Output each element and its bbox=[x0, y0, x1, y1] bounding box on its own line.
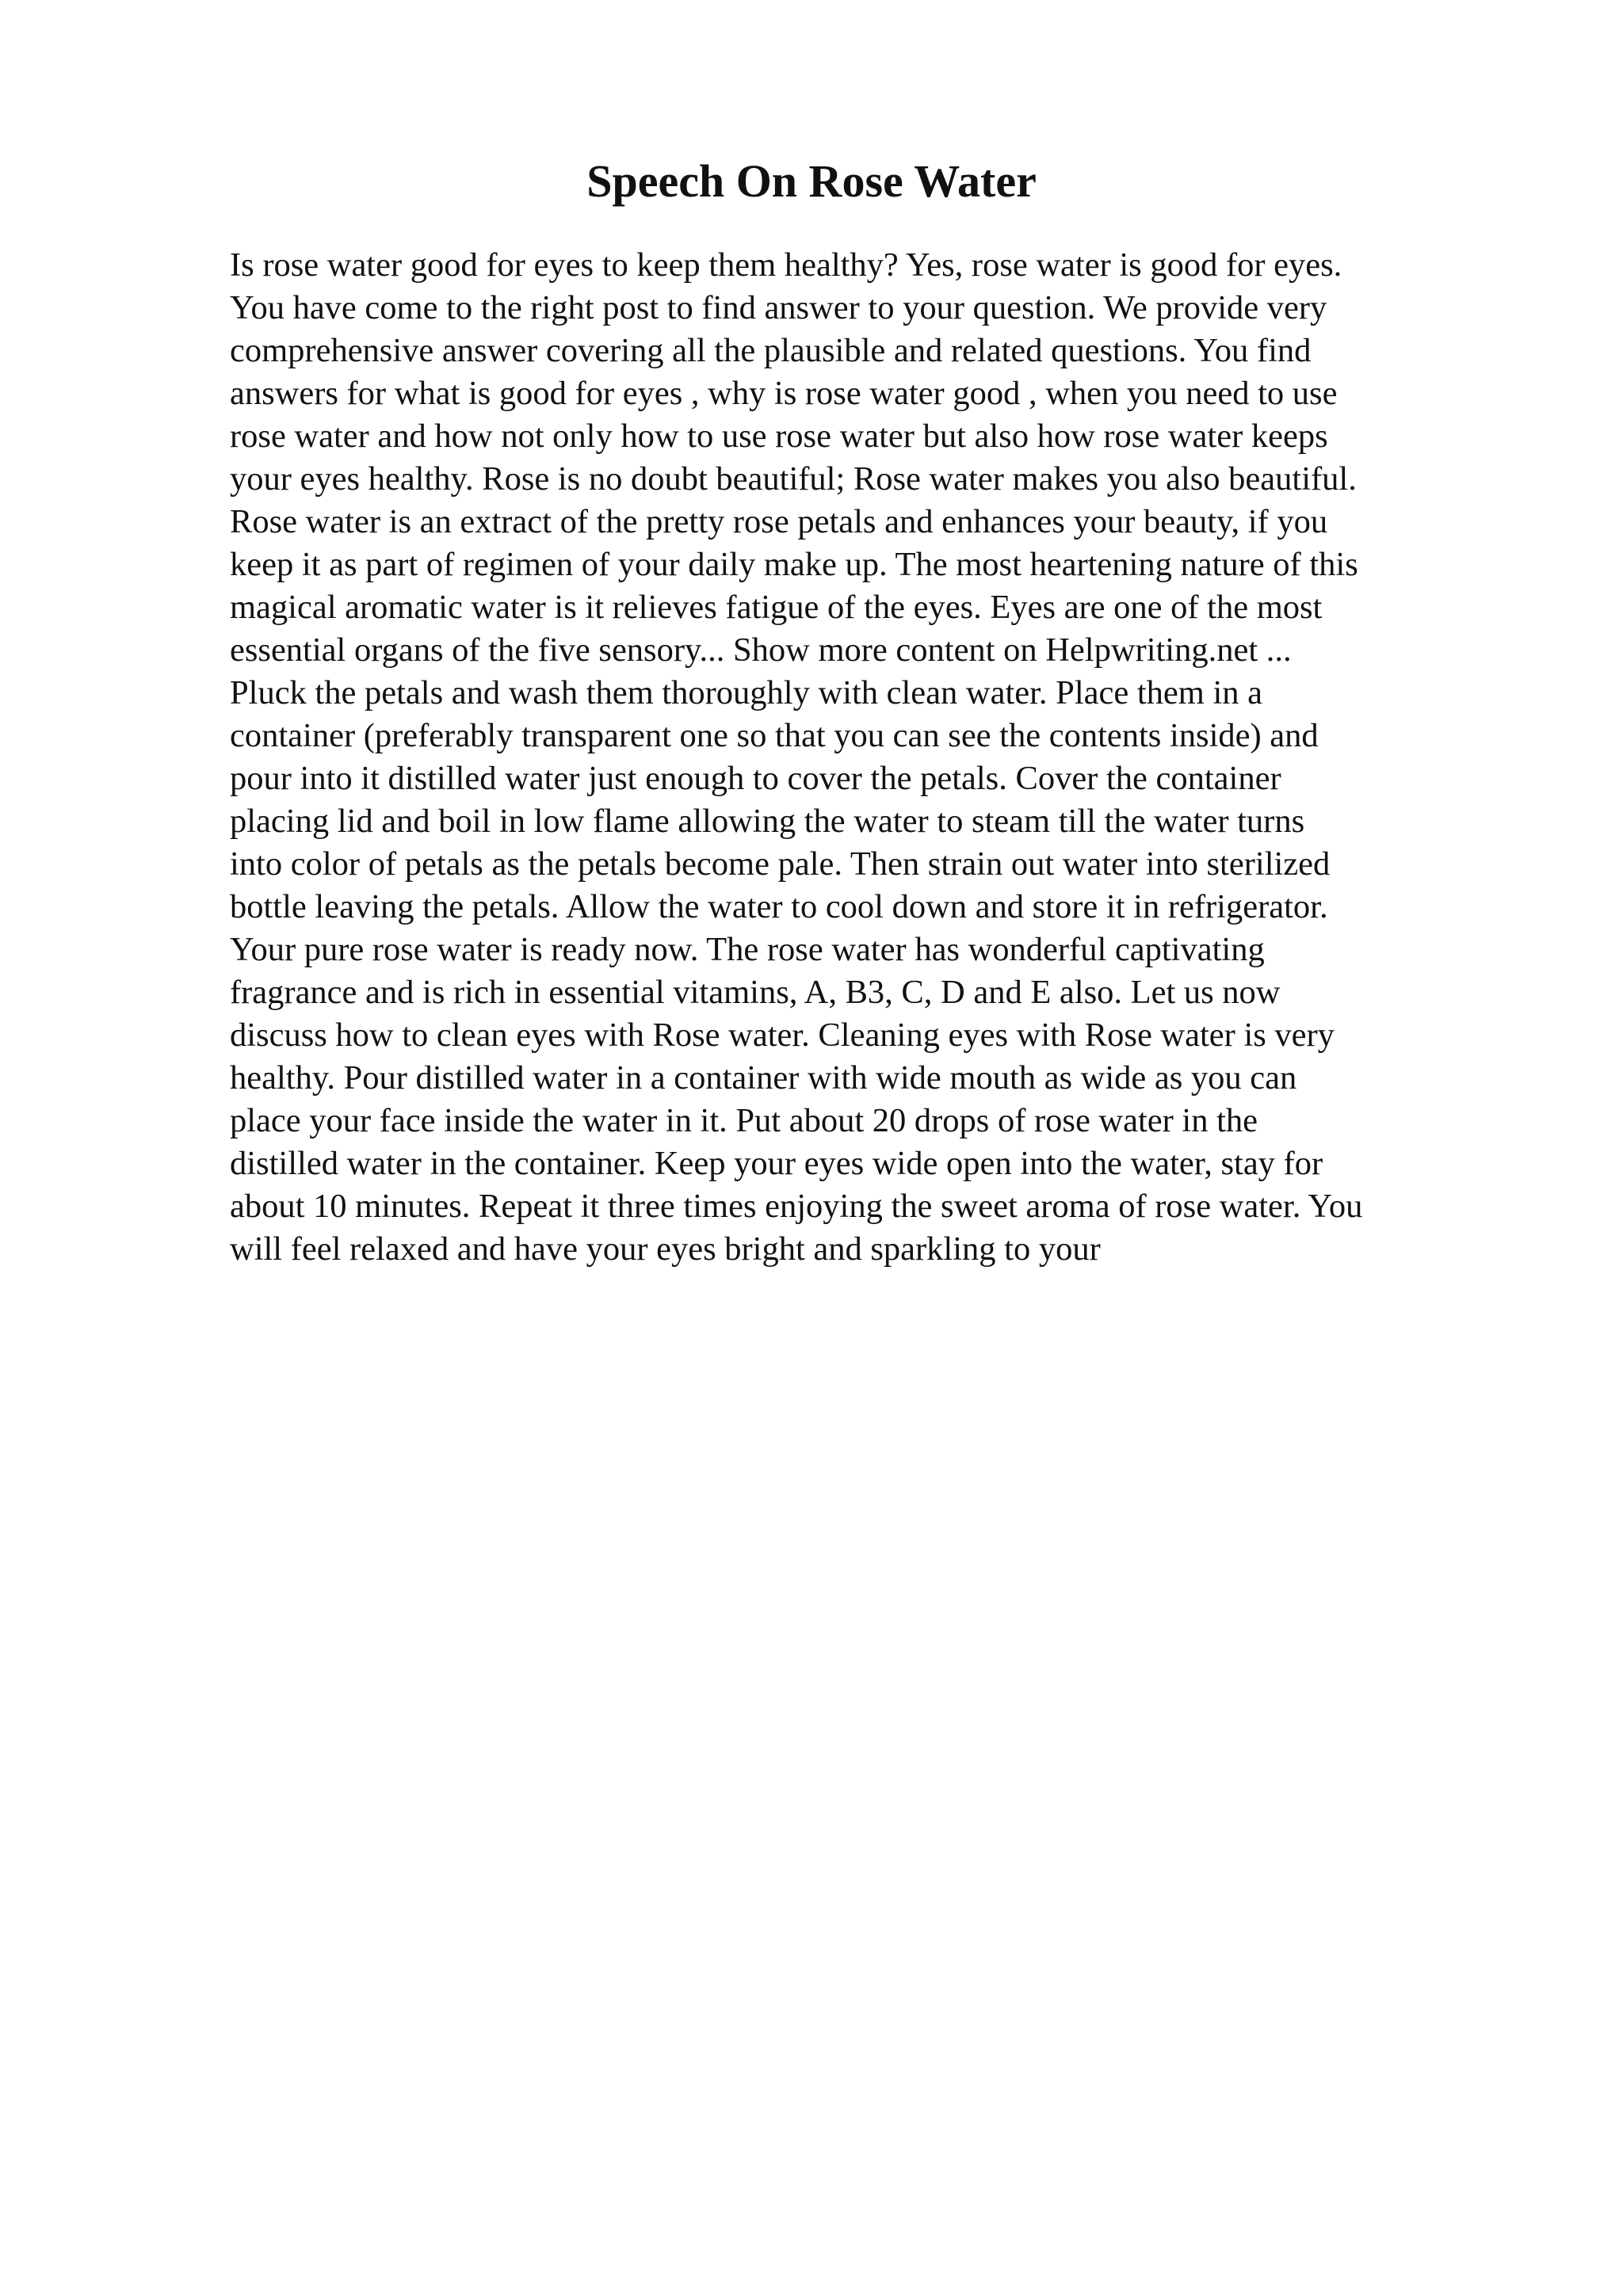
body-line: discuss how to clean eyes with Rose water. Cleaning eyes with Rose water is very bbox=[230, 1016, 1335, 1054]
body-line: rose water and how not only how to use rose water but also how rose water keeps bbox=[230, 418, 1328, 455]
body-line: You have come to the right post to find answer to your question. We provide very bbox=[230, 289, 1327, 326]
body-line: your eyes healthy. Rose is no doubt beautiful; Rose water makes you also beautiful. bbox=[230, 460, 1357, 498]
body-line: fragrance and is rich in essential vitamins, A, B3, C, D and E also. Let us now bbox=[230, 974, 1281, 1011]
body-line: place your face inside the water in it. Put about 20 drops of rose water in the bbox=[230, 1102, 1258, 1139]
body-line: keep it as part of regimen of your daily make up. The most heartening nature of this bbox=[230, 546, 1358, 583]
body-line: Pluck the petals and wash them thoroughly with clean water. Place them in a bbox=[230, 674, 1262, 711]
body-line: placing lid and boil in low flame allowing the water to steam till the water turns bbox=[230, 803, 1305, 840]
body-line: container (preferably transparent one so that you can see the contents inside) and bbox=[230, 717, 1319, 754]
body-line: Rose water is an extract of the pretty rose petals and enhances your beauty, if you bbox=[230, 503, 1328, 540]
body-line: comprehensive answer covering all the plausible and related questions. You find bbox=[230, 332, 1312, 369]
body-line: pour into it distilled water just enough to cover the petals. Cover the container bbox=[230, 760, 1281, 797]
body-line: essential organs of the five sensory... Show more content on Helpwriting.net ... bbox=[230, 631, 1292, 669]
body-line: bottle leaving the petals. Allow the water to cool down and store it in refrigerator. bbox=[230, 888, 1328, 925]
document-title: Speech On Rose Water bbox=[586, 155, 1037, 207]
body-line: healthy. Pour distilled water in a container with wide mouth as wide as you can bbox=[230, 1059, 1297, 1097]
document-body bbox=[230, 244, 1498, 1271]
body-line: Your pure rose water is ready now. The rose water has wonderful captivating bbox=[230, 931, 1265, 968]
body-line: answers for what is good for eyes , why is rose water good , when you need to use bbox=[230, 375, 1338, 412]
body-line: distilled water in the container. Keep your eyes wide open into the water, stay for bbox=[230, 1145, 1323, 1182]
body-line: will feel relaxed and have your eyes bright and sparkling to your bbox=[230, 1230, 1101, 1268]
body-line: magical aromatic water is it relieves fatigue of the eyes. Eyes are one of the most bbox=[230, 589, 1323, 626]
body-line: Is rose water good for eyes to keep them healthy? Yes, rose water is good for eyes. bbox=[230, 246, 1342, 284]
body-line: into color of petals as the petals become pale. Then strain out water into sterilized bbox=[230, 845, 1331, 883]
body-line: about 10 minutes. Repeat it three times enjoying the sweet aroma of rose water. You bbox=[230, 1188, 1363, 1225]
